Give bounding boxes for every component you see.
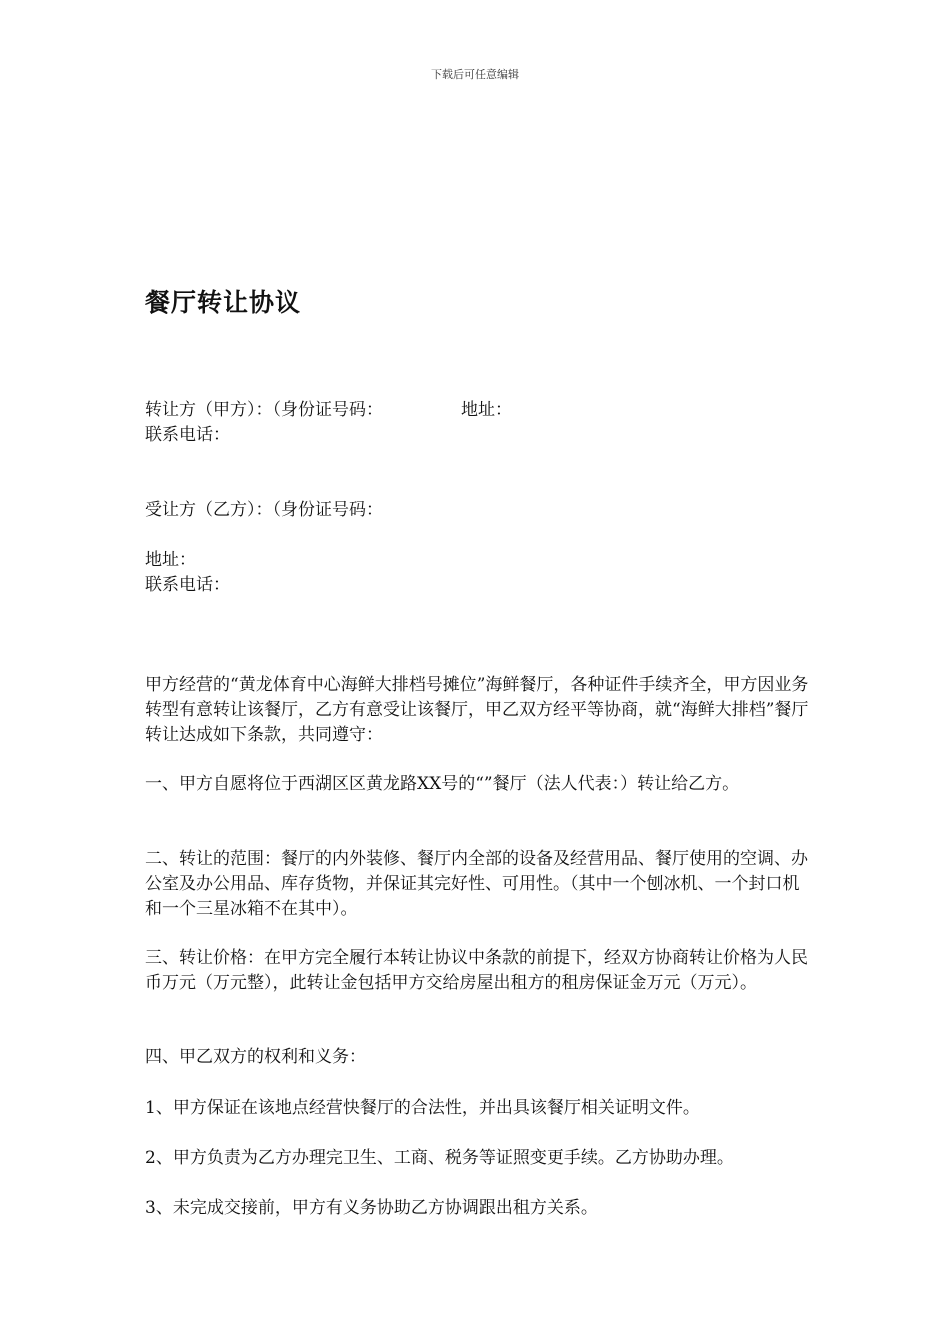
clause-4-item-1: 1、甲方保证在该地点经营快餐厅的合法性，并出具该餐厅相关证明文件。 — [145, 1098, 700, 1118]
page-header-note: 下载后可任意编辑 — [431, 68, 519, 81]
clause-1: 一、甲方自愿将位于西湖区区黄龙路XX号的“”餐厅（法人代表：）转让给乙方。 — [145, 774, 740, 794]
clause-4-heading: 四、甲乙双方的权利和义务： — [145, 1047, 366, 1067]
intro-paragraph: 甲方经营的“黄龙体育中心海鲜大排档号摊位”海鲜餐厅，各种证件手续齐全，甲方因业务转型有意转让该餐厅，乙方有意受让该餐厅，甲乙双方经平等协商，就“海鲜大排档”餐厅转让达成如下条款，共同遵守： — [145, 675, 809, 745]
clause-4-item-2: 2、甲方负责为乙方办理完卫生、工商、税务等证照变更手续。乙方协助办理。 — [145, 1148, 734, 1168]
party-a-line — [145, 398, 512, 423]
document-title: 餐厅转让协议 — [145, 288, 302, 317]
party-b-label: 受让方（乙方）：（身份证号码： — [145, 500, 383, 520]
clause-2: 二、转让的范围：餐厅的内外装修、餐厅内全部的设备及经营用品、餐厅使用的空调、办公室及办公用品、库存货物，并保证其完好性、可用性。（其中一个刨冰机、一个封口机和一个三星冰箱不在其中）。 — [145, 849, 808, 919]
party-a-phone: 联系电话： — [145, 425, 230, 445]
clause-4-item-3: 3、未完成交接前，甲方有义务协助乙方协调跟出租方关系。 — [145, 1198, 598, 1218]
party-a-address: 地址： — [461, 400, 512, 420]
party-a-label: 转让方（甲方）：（身份证号码： — [145, 400, 383, 420]
party-b-address: 地址： — [145, 550, 196, 570]
clause-3: 三、转让价格：在甲方完全履行本转让协议中条款的前提下，经双方协商转让价格为人民币万元（万元整），此转让金包括甲方交给房屋出租方的租房保证金万元（万元）。 — [145, 948, 808, 993]
party-b-phone: 联系电话： — [145, 575, 230, 595]
